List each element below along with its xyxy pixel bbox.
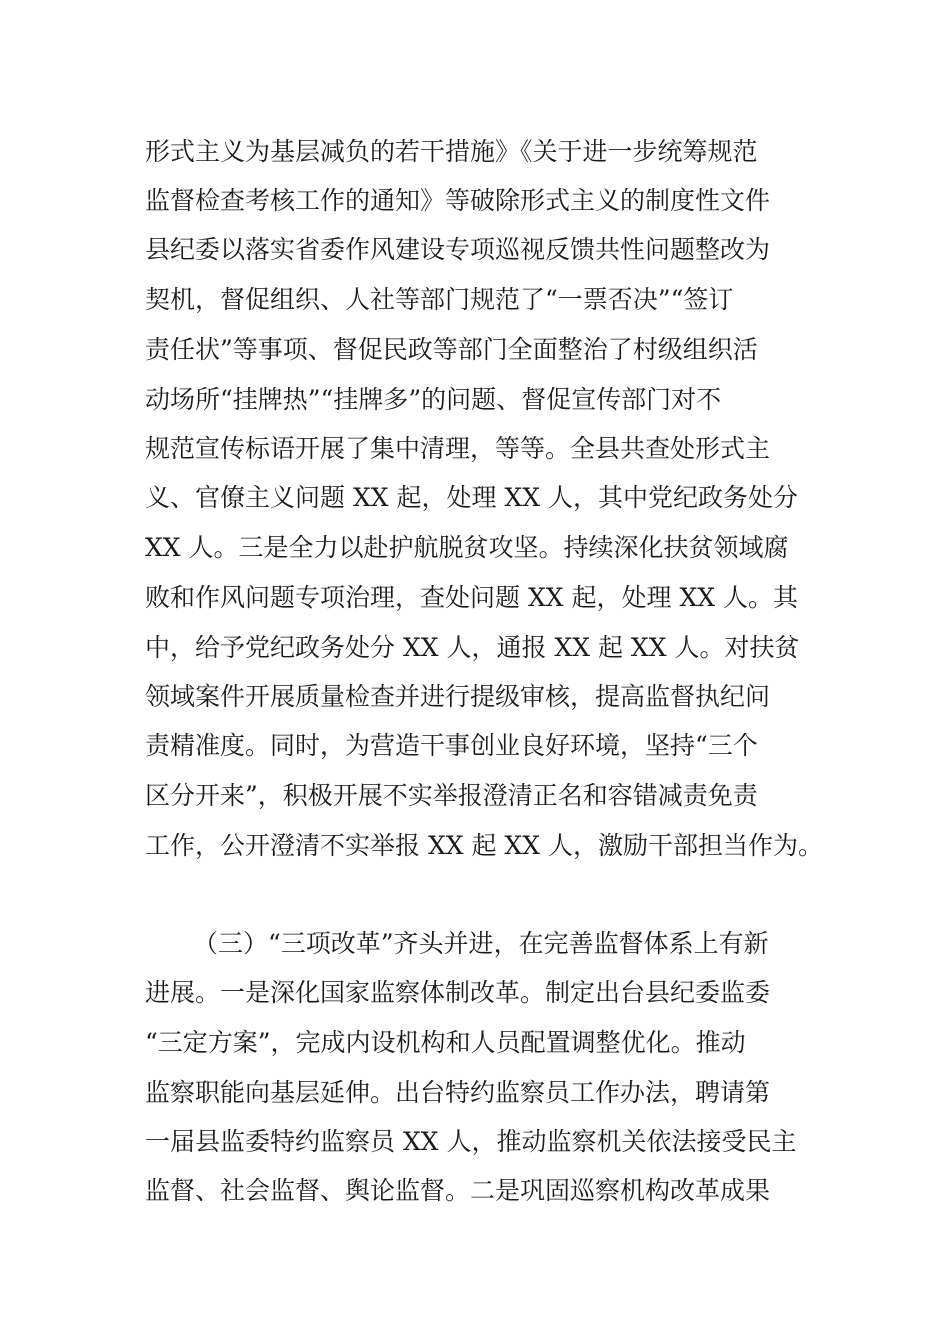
text-line: 责任状”等事项、督促民政等部门全面整治了村级组织活	[145, 335, 758, 364]
text-line: 一届县监委特约监察员 XX 人，推动监察机关依法接受民主	[145, 1127, 797, 1156]
text-line: XX 人。三是全力以赴护航脱贫攻坚。持续深化扶贫领域腐	[145, 533, 789, 562]
text-line: 监督、社会监督、舆论监督。二是巩固巡察机构改革成果	[145, 1176, 771, 1205]
text-line: 领域案件开展质量检查并进行提级审核，提高监督执纪问	[145, 682, 771, 711]
text-line: 进展。一是深化国家监察体制改革。制定出台县纪委监委	[145, 978, 771, 1007]
text-line: 监督检查考核工作的通知》等破除形式主义的制度性文件	[145, 186, 771, 215]
text-line: 契机，督促组织、人社等部门规范了“一票否决”“签订	[145, 285, 734, 314]
text-line: 责精准度。同时，为营造干事创业良好环境，坚持“三个	[145, 731, 758, 760]
text-line: 中，给予党纪政务处分 XX 人，通报 XX 起 XX 人。对扶贫	[145, 633, 800, 662]
text-line: 义、官僚主义问题 XX 起，处理 XX 人，其中党纪政务处分	[145, 483, 798, 512]
text-line: 规范宣传标语开展了集中清理，等等。全县共查处形式主	[145, 434, 771, 463]
text-line: 败和作风问题专项治理，查处问题 XX 起，处理 XX 人。其	[145, 583, 798, 612]
text-line: “三定方案”，完成内设机构和人员配置调整优化。推动	[145, 1028, 746, 1057]
text-line: 动场所“挂牌热”“挂牌多”的问题、督促宣传部门对不	[145, 385, 722, 414]
section-heading-line: （三）“三项改革”齐头并进，在完善监督体系上有新	[193, 929, 769, 958]
text-line: 形式主义为基层减负的若干措施》《关于进一步统筹规范	[145, 137, 758, 166]
text-line: 区分开来”，积极开展不实举报澄清正名和容错减责免责	[145, 781, 758, 810]
text-line: 监察职能向基层延伸。出台特约监察员工作办法，聘请第	[145, 1078, 771, 1107]
text-line: 工作，公开澄清不实举报 XX 起 XX 人，激励干部担当作为。	[145, 831, 823, 860]
text-line: 县纪委以落实省委作风建设专项巡视反馈共性问题整改为	[145, 235, 771, 264]
